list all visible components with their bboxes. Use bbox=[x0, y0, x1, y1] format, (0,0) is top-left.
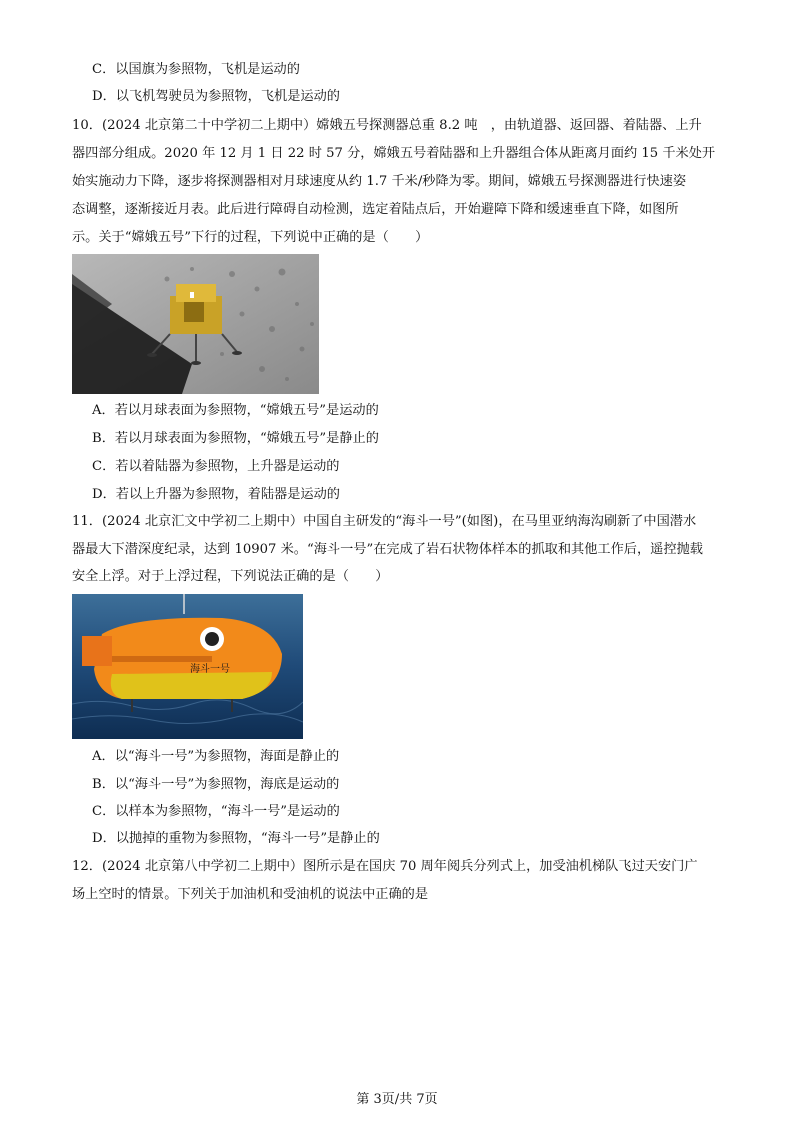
option-d: D．以飞机驾驶员为参照物，飞机是运动的 bbox=[92, 89, 340, 104]
question-10-line-4: 态调整，逐渐接近月表。此后进行障碍自动检测，选定着陆点后，开始避障下降和缓速垂直下降，如图所 bbox=[72, 202, 679, 217]
option-b: B．以“海斗一号”为参照物，海底是运动的 bbox=[92, 777, 340, 792]
submersible-photo bbox=[72, 594, 303, 739]
submersible-name-label: 海斗一号 bbox=[190, 664, 230, 675]
question-12-line-1: 12．(2024 北京第八中学初二上期中）图所示是在国庆 70 周年阅兵分列式上，加受油机梯队飞过天安门广 bbox=[72, 859, 698, 874]
question-11-line-3: 安全上浮。对于上浮过程，下列说法正确的是（ ） bbox=[72, 569, 389, 584]
page-number: 第 3页/共 7页 bbox=[356, 1092, 438, 1107]
question-11-line-2: 器最大下潜深度纪录，达到 10907 米。“海斗一号”在完成了岩石状物体样本的抓取和其他工作后，遥控抛载 bbox=[72, 542, 703, 557]
question-11-line-1: 11．(2024 北京汇文中学初二上期中）中国自主研发的“海斗一号”(如图)，在马里亚纳海沟刷新了中国潜水 bbox=[72, 514, 697, 529]
question-10-line-5: 示。关于“嫦娥五号”下行的过程，下列说中正确的是（ ） bbox=[72, 230, 429, 245]
option-b: B．若以月球表面为参照物，“嫦娥五号”是静止的 bbox=[92, 431, 379, 446]
option-c: C．以国旗为参照物，飞机是运动的 bbox=[92, 62, 300, 77]
option-a: A．若以月球表面为参照物，“嫦娥五号”是运动的 bbox=[92, 403, 379, 418]
option-a: A．以“海斗一号”为参照物，海面是静止的 bbox=[92, 749, 340, 764]
question-10-line-3: 始实施动力下降，逐步将探测器相对月球速度从约 1.7 千米/秒降为零。期间，嫦娥五号探测器进行快速姿 bbox=[72, 174, 687, 189]
option-d: D．若以上升器为参照物，着陆器是运动的 bbox=[92, 487, 340, 502]
question-10-line-1: 10．(2024 北京第二十中学初二上期中）嫦娥五号探测器总重 8.2 吨 ，由轨道器、返回器、着陆器、上升 bbox=[72, 118, 702, 133]
option-c: C．若以着陆器为参照物，上升器是运动的 bbox=[92, 459, 340, 474]
question-12-line-2: 场上空时的情景。下列关于加油机和受油机的说法中正确的是 bbox=[72, 887, 429, 902]
question-10-line-2: 器四部分组成。2020 年 12 月 1 日 22 时 57 分，嫦娥五号着陆器和上升器组合体从距离月面约 15 千米处开 bbox=[72, 146, 716, 161]
option-c: C．以样本为参照物，“海斗一号”是运动的 bbox=[92, 804, 340, 819]
option-d: D．以抛掉的重物为参照物，“海斗一号”是静止的 bbox=[92, 831, 380, 846]
lunar-lander-photo bbox=[72, 254, 319, 394]
